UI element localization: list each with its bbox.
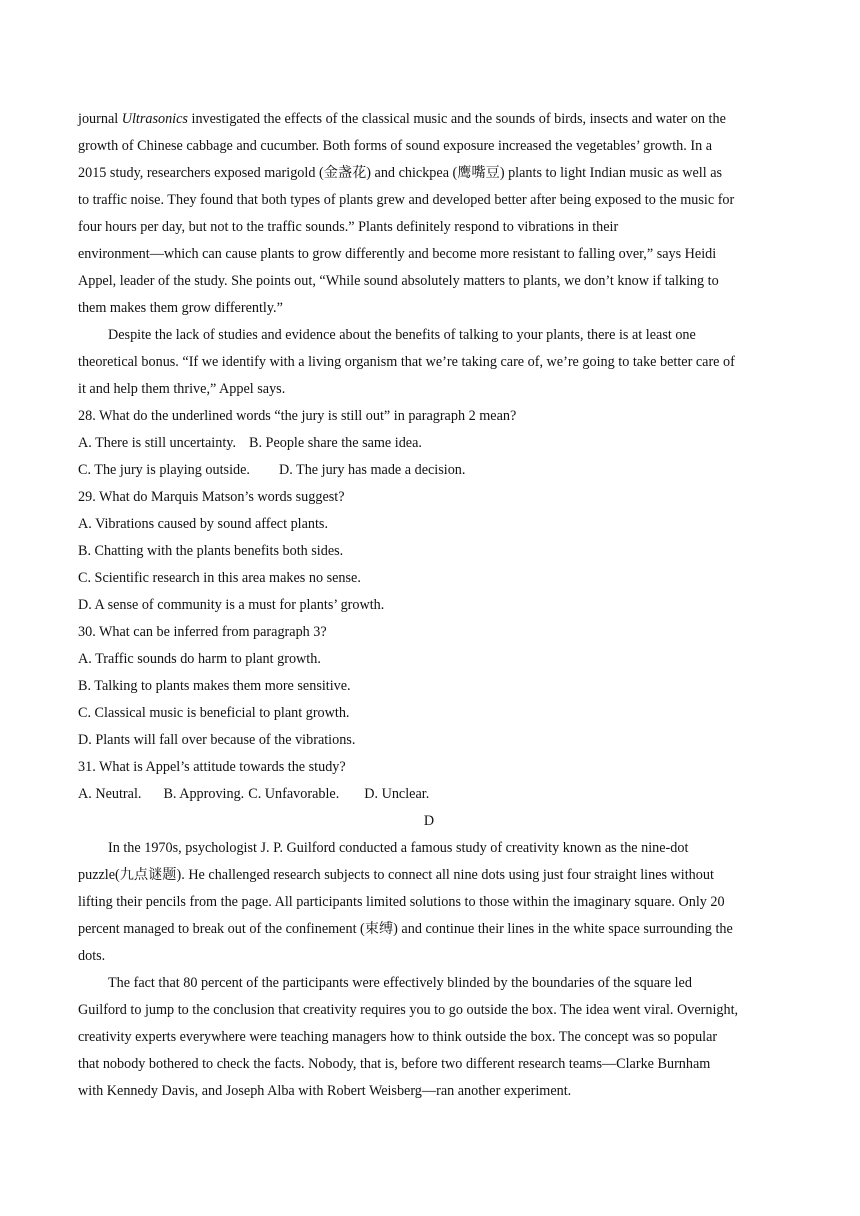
passage-c-p4-line-1: Despite the lack of studies and evidence about the benefits of talking to your plants, there is at least one: [108, 327, 696, 343]
passage-d-p2-line-5: with Kennedy Davis, and Joseph Alba with Robert Weisberg—ran another experiment.: [78, 1083, 572, 1099]
passage-d-p1-line-1: In the 1970s, psychologist J. P. Guilford conducted a famous study of creativity known as the nine-dot: [108, 840, 689, 856]
question-31-stem: 31. What is Appel’s attitude towards the study?: [78, 759, 346, 775]
q30-option-a: A. Traffic sounds do harm to plant growth.: [78, 651, 321, 667]
journal-title: Ultrasonics: [121, 111, 188, 127]
passage-c-p3-line-7: Appel, leader of the study. She points out, “While sound absolutely matters to plants, we don’t know if talking to: [78, 273, 719, 289]
q29-option-b: B. Chatting with the plants benefits both sides.: [78, 543, 344, 559]
question-31-options: [78, 781, 790, 808]
passage-c-p3-line-4: to traffic noise. They found that both types of plants grew and developed better after being exposed to the music for: [78, 192, 735, 208]
q31-option-a: A. Neutral.: [78, 786, 142, 802]
passage-d-p2-line-3: creativity experts everywhere were teaching managers how to think outside the box. The concept was so popular: [78, 1029, 718, 1045]
passage-c-p3-line-2: growth of Chinese cabbage and cucumber. Both forms of sound exposure increased the vegetables’ growth. In a: [78, 138, 713, 154]
question-29-stem: 29. What do Marquis Matson’s words suggest?: [78, 489, 345, 505]
passage-c-p3-line-8: them makes them grow differently.”: [78, 300, 283, 316]
question-28-options-row-1: [78, 430, 790, 457]
passage-c-p3-line-1: journal Ultrasonics investigated the effects of the classical music and the sounds of birds, insects and water on the: [78, 111, 726, 127]
question-28-stem: 28. What do the underlined words “the jury is still out” in paragraph 2 mean?: [78, 408, 517, 424]
q28-option-b: B. People share the same idea.: [249, 435, 422, 451]
passage-d-p1-line-4: percent managed to break out of the confinement (束缚) and continue their lines in the white space surrounding the: [78, 921, 733, 937]
passage-d-p1-line-2: puzzle(九点谜题). He challenged research subjects to connect all nine dots using just four straight lines without: [78, 867, 714, 883]
passage-d-p1-line-5: dots.: [78, 948, 106, 964]
q30-option-d: D. Plants will fall over because of the vibrations.: [78, 732, 356, 748]
passage-c-p4-line-3: it and help them thrive,” Appel says.: [78, 381, 286, 397]
q28-option-c: C. The jury is playing outside.: [78, 462, 250, 478]
q31-option-d: D. Unclear.: [364, 786, 430, 802]
passage-c-p4-line-2: theoretical bonus. “If we identify with a living organism that we’re taking care of, we’re going to take better care of: [78, 354, 735, 370]
q30-option-c: C. Classical music is beneficial to plant growth.: [78, 705, 350, 721]
passage-d-p2-line-1: The fact that 80 percent of the participants were effectively blinded by the boundaries of the square led: [108, 975, 692, 991]
passage-c-p3-line-3: 2015 study, researchers exposed marigold (金盏花) and chickpea (鹰嘴豆) plants to light Indian music as well as: [78, 165, 723, 181]
question-30-stem: 30. What can be inferred from paragraph 3?: [78, 624, 327, 640]
q31-option-b: B. Approving.: [163, 786, 245, 802]
q29-option-d: D. A sense of community is a must for plants’ growth.: [78, 597, 385, 613]
question-28-options-row-2: [78, 457, 790, 484]
q28-option-a: A. There is still uncertainty.: [78, 435, 236, 451]
passage-c-p3-line-5: four hours per day, but not to the traffic sounds.” Plants definitely respond to vibrations in their: [78, 219, 619, 235]
q31-option-c: C. Unfavorable.: [248, 786, 340, 802]
passage-d-p2-line-4: that nobody bothered to check the facts. Nobody, that is, before two different research teams—Clarke Burnham: [78, 1056, 711, 1072]
q28-option-d: D. The jury has made a decision.: [278, 462, 466, 478]
passage-d-heading: D: [423, 813, 435, 829]
q29-option-a: A. Vibrations caused by sound affect plants.: [78, 516, 329, 532]
passage-c-p3-line-6: environment—which can cause plants to grow differently and become more resistant to falling over,” says Heidi: [78, 246, 717, 262]
q30-option-b: B. Talking to plants makes them more sensitive.: [78, 678, 351, 694]
passage-d-p1-line-3: lifting their pencils from the page. All participants limited solutions to those within the imaginary square. Only 20: [78, 894, 725, 910]
page-content: [78, 106, 790, 1105]
q29-option-c: C. Scientific research in this area makes no sense.: [78, 570, 361, 586]
passage-d-p2-line-2: Guilford to jump to the conclusion that creativity requires you to go outside the box. The idea went viral. Overnight,: [78, 1002, 739, 1018]
